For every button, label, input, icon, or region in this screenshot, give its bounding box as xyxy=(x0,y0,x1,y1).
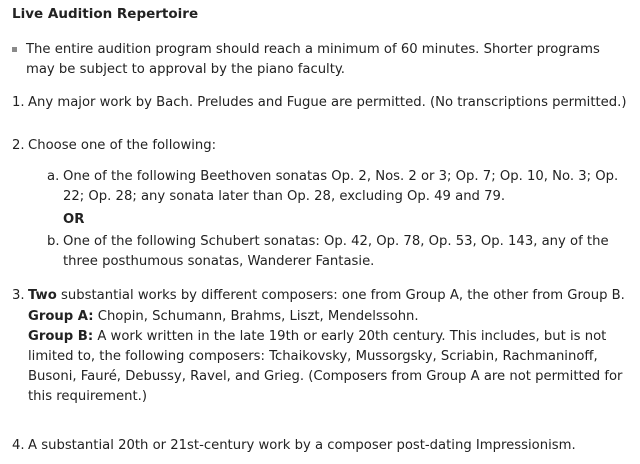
sub-letter: b. xyxy=(47,234,60,249)
sub-item-text: One of the following Schubert sonatas: Op. 42, Op. 78, Op. 53, Op. 143, any of the three posthumous sonatas, Wanderer Fantasie. xyxy=(63,234,609,269)
list-number: 2. xyxy=(12,138,25,153)
sub-item-a xyxy=(47,167,632,207)
group-b-text: A work written in the late 19th or early 20th century. This includes, but is not limited to, the following composers: Tchaikovsky, Mussorgsky, Scriabin, Rachmaninoff, Busoni, Fauré, Debussy, Ravel, and Grieg. (Composers from Group A are not permitted for this requirement.) xyxy=(28,329,623,404)
sub-item-text: One of the following Beethoven sonatas Op. 2, Nos. 2 or 3; Op. 7; Op. 10, No. 3; Op. 22; Op. 28; any sonata later than Op. 28, excluding Op. 49 and 79. xyxy=(63,169,619,204)
list-item-1 xyxy=(12,93,634,113)
group-a-label: Group A: xyxy=(28,309,94,324)
list-item-3 xyxy=(12,286,634,407)
list-item-rest: substantial works by different composers: one from Group A, the other from Group B. xyxy=(56,288,625,303)
sub-item-b xyxy=(47,232,632,272)
group-a-text: Chopin, Schumann, Brahms, Liszt, Mendelssohn. xyxy=(93,309,419,324)
list-item-text xyxy=(28,286,634,407)
group-b-line xyxy=(28,327,634,407)
list-item-4 xyxy=(12,436,634,456)
bullet-square-icon xyxy=(12,47,17,52)
list-item-text: Choose one of the following: xyxy=(28,138,217,153)
intro-text: The entire audition program should reach a minimum of 60 minutes. Shorter programs may be subject to approval by the piano faculty. xyxy=(26,42,600,77)
or-label: OR xyxy=(63,212,85,227)
emphasis-two: Two xyxy=(28,288,57,303)
or-separator xyxy=(47,210,632,230)
page-title: Live Audition Repertoire xyxy=(12,6,199,22)
group-a-line xyxy=(28,307,634,327)
group-b-label: Group B: xyxy=(28,329,94,344)
intro-bullet xyxy=(12,40,632,80)
list-number: 1. xyxy=(12,95,25,110)
list-number: 3. xyxy=(12,288,25,303)
list-item-2 xyxy=(12,136,634,156)
list-number: 4. xyxy=(12,438,25,453)
list-item-text: A substantial 20th or 21st-century work by a composer post-dating Impressionism. xyxy=(28,438,576,453)
sub-letter: a. xyxy=(47,169,60,184)
list-item-text: Any major work by Bach. Preludes and Fugue are permitted. (No transcriptions permitted.) xyxy=(28,95,627,110)
